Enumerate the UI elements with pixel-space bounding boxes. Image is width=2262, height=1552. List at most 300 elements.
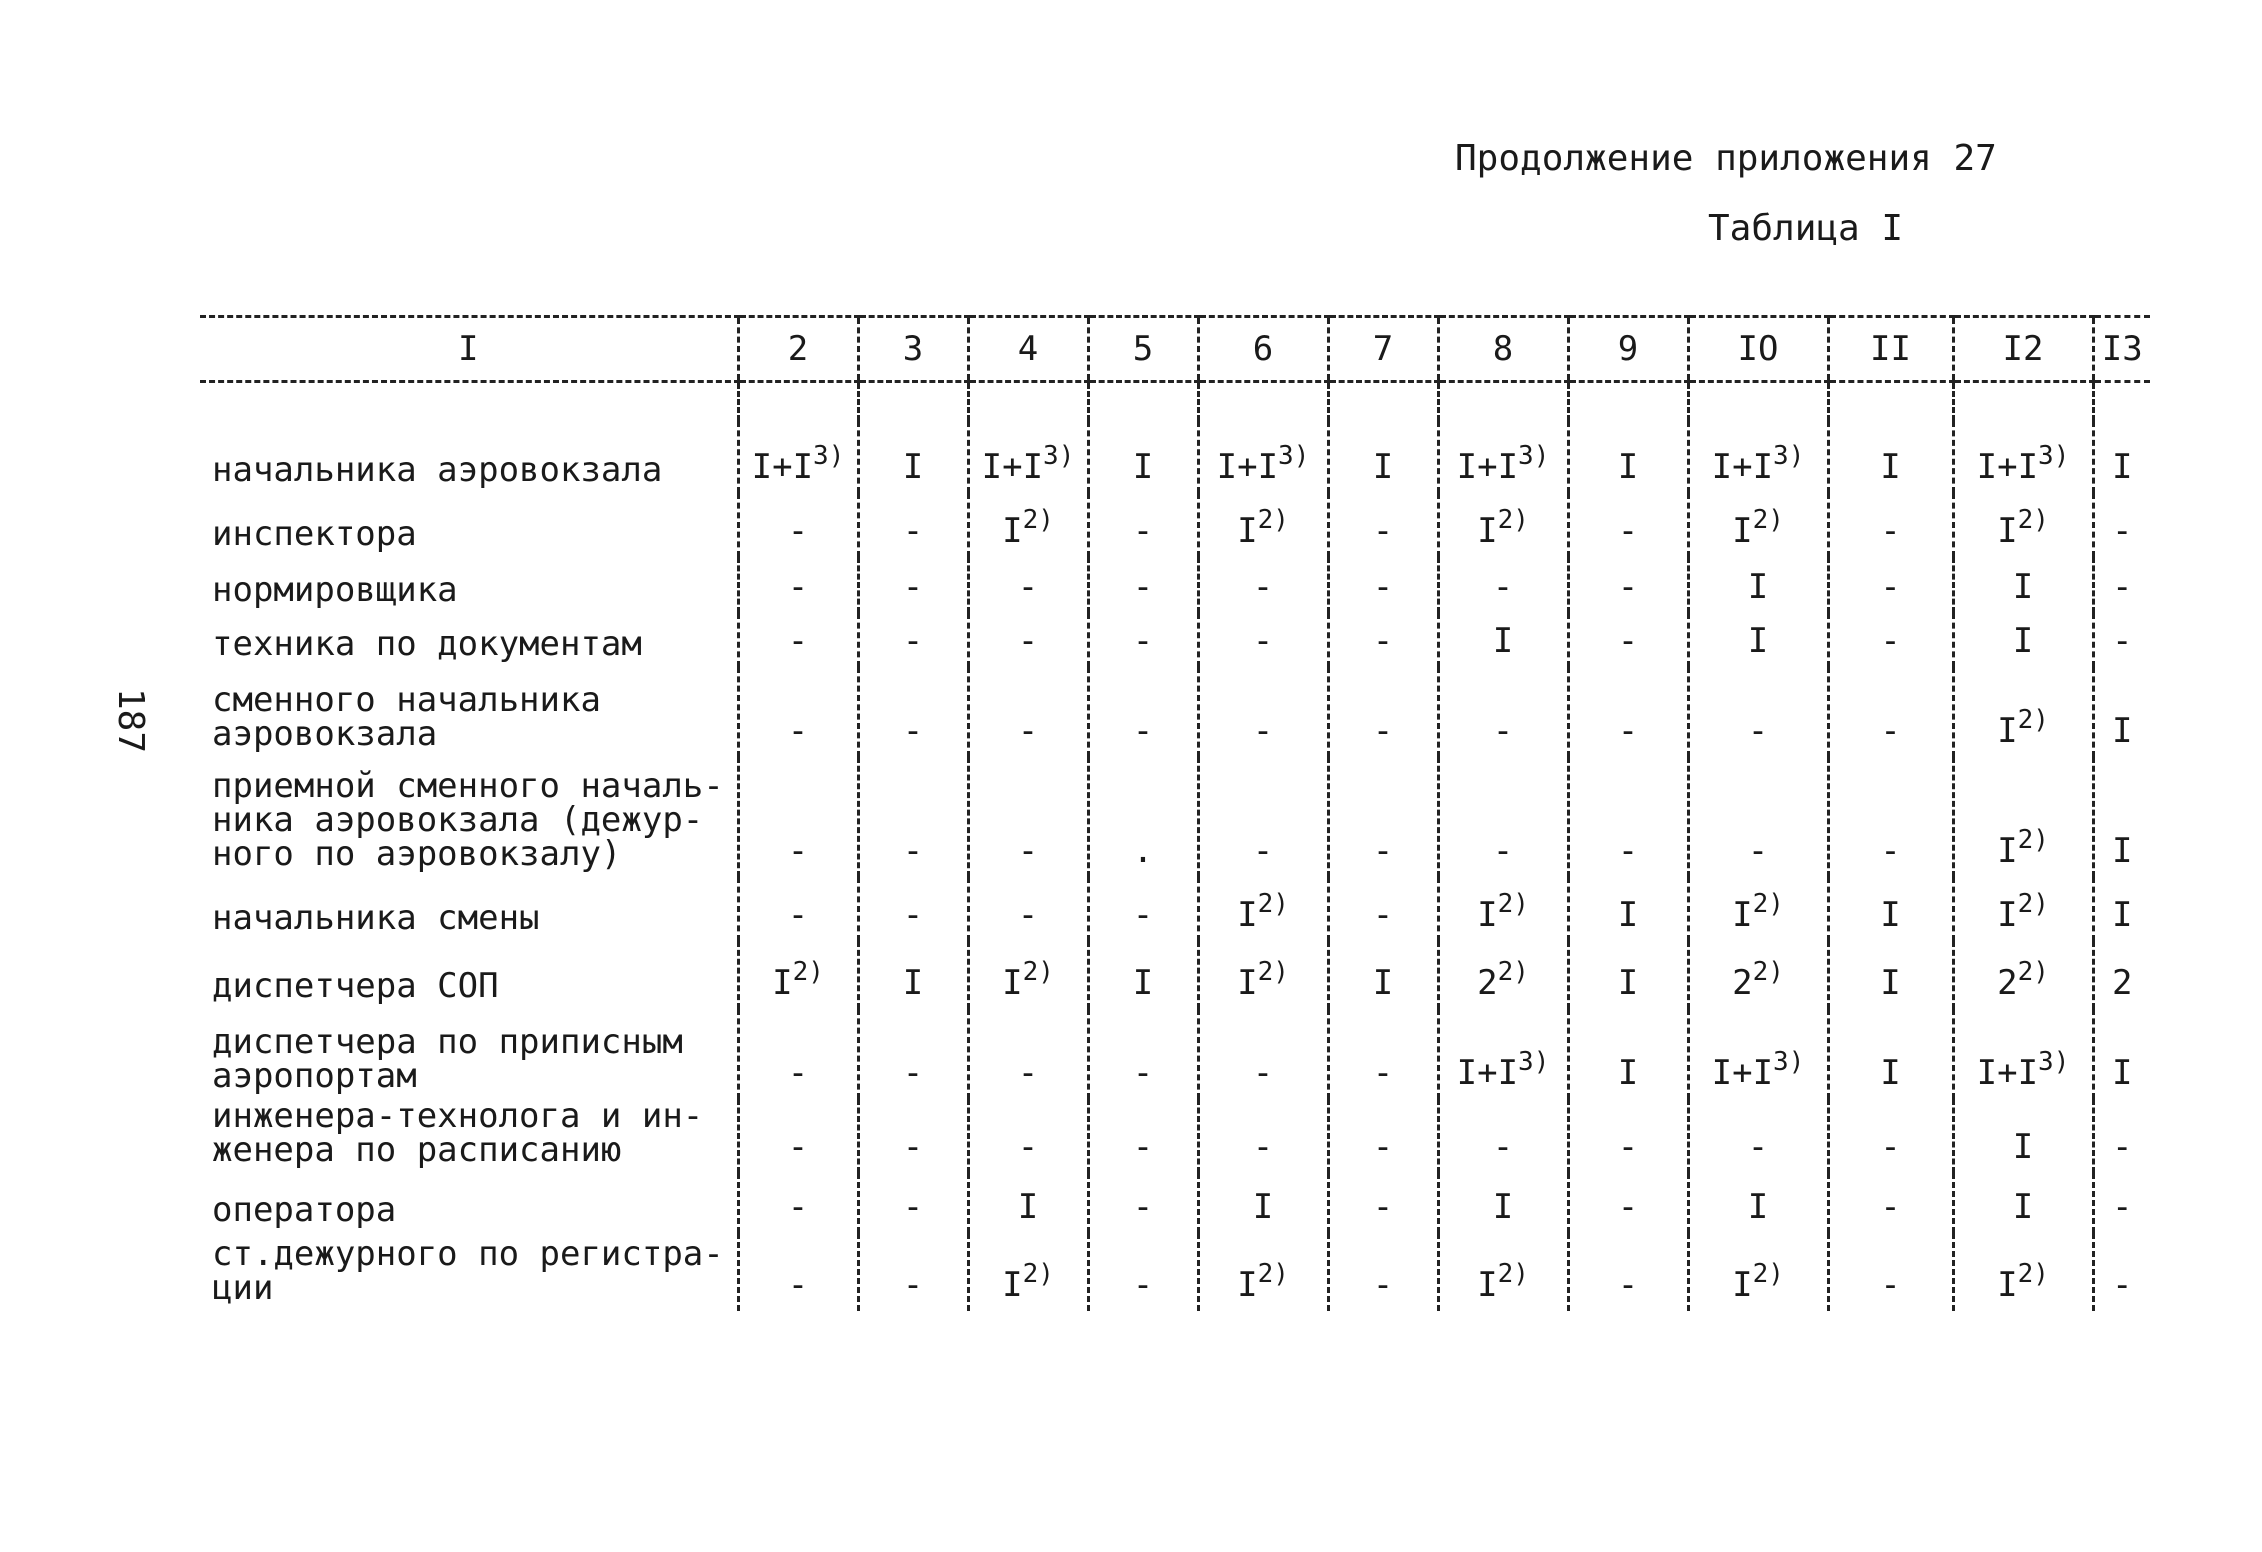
spacer-cell: [1198, 382, 1328, 422]
table-row: [200, 667, 2150, 757]
table-cell: [1568, 613, 1688, 667]
cell-footnote-ref: 2): [1497, 957, 1529, 987]
table-cell: [1568, 1233, 1688, 1311]
cell-value: -: [902, 621, 924, 661]
table-cell: [858, 877, 968, 941]
cell-value: -: [1372, 895, 1394, 935]
staffing-table-wrapper: [200, 315, 2150, 1311]
staffing-table: [200, 315, 2150, 1311]
table-cell: [1328, 1099, 1438, 1173]
cell-value: I: [1002, 963, 1023, 1003]
cell-footnote-ref: 3): [1278, 441, 1310, 471]
cell-footnote-ref: 2): [792, 957, 824, 987]
table-header-row: [200, 317, 2150, 382]
table-cell: [1438, 1009, 1568, 1099]
spacer-cell: [738, 382, 858, 422]
table-cell: [1953, 493, 2093, 557]
cell-footnote-ref: 2): [1257, 957, 1289, 987]
table-cell: [858, 1173, 968, 1233]
column-header-5: 5: [1088, 317, 1198, 382]
row-label: сменного начальника аэровокзала: [212, 680, 601, 754]
table-cell: [858, 941, 968, 1009]
cell-value: -: [902, 1265, 924, 1305]
table-cell: [1828, 557, 1953, 613]
cell-footnote-ref: 3): [813, 441, 845, 471]
cell-value: -: [902, 711, 924, 751]
table-cell: [1198, 421, 1328, 493]
table-cell: [1568, 667, 1688, 757]
cell-value: -: [902, 1053, 924, 1093]
cell-footnote-ref: 2): [2017, 825, 2049, 855]
row-label: инженера-технолога и ин- женера по расписанию: [212, 1096, 704, 1170]
cell-value: -: [787, 1265, 809, 1305]
table-cell: [1328, 667, 1438, 757]
table-cell: [858, 493, 968, 557]
table-cell: [1088, 667, 1198, 757]
table-cell: [858, 557, 968, 613]
table-cell: [1568, 1009, 1688, 1099]
cell-value: -: [902, 1187, 924, 1227]
table-cell: [1328, 493, 1438, 557]
cell-value: I: [1747, 1187, 1769, 1227]
table-cell: [1828, 493, 1953, 557]
cell-footnote-ref: 3): [1773, 441, 1805, 471]
cell-value: -: [1132, 511, 1154, 551]
cell-value: -: [2112, 511, 2133, 551]
table-row: [200, 421, 2150, 493]
table-cell: [1568, 493, 1688, 557]
spacer-cell: [1088, 382, 1198, 422]
cell-value: I: [1372, 963, 1394, 1003]
cell-value: I: [772, 963, 793, 1003]
spacer-cell: [200, 382, 738, 422]
cell-value: -: [2112, 567, 2133, 607]
table-cell: [1198, 1099, 1328, 1173]
table-cell: [1688, 757, 1828, 877]
cell-value: -: [787, 895, 809, 935]
cell-footnote-ref: 3): [1518, 1047, 1550, 1077]
cell-value: I: [1132, 447, 1154, 487]
table-cell: [1828, 667, 1953, 757]
spacer-cell: [2093, 382, 2150, 422]
table-cell: [738, 1009, 858, 1099]
cell-value: -: [787, 567, 809, 607]
column-header-1: I: [200, 317, 738, 382]
cell-value: I: [1237, 1265, 1258, 1305]
cell-value: -: [1017, 831, 1039, 871]
cell-value: I: [1617, 447, 1639, 487]
table-cell: [2093, 493, 2150, 557]
cell-footnote-ref: 2): [2017, 957, 2049, 987]
table-row: [200, 941, 2150, 1009]
cell-value: I: [1132, 963, 1154, 1003]
cell-value: -: [787, 511, 809, 551]
table-cell: [1828, 421, 1953, 493]
cell-value: I: [2012, 1187, 2034, 1227]
cell-footnote-ref: 2): [1022, 1259, 1054, 1289]
table-cell: [858, 667, 968, 757]
page-number: 187: [110, 687, 152, 754]
table-cell: [1828, 1233, 1953, 1311]
row-label: нормировщика: [212, 570, 458, 610]
table-title: Таблица I: [1708, 208, 1904, 249]
spacer-cell: [1828, 382, 1953, 422]
cell-value: -: [2112, 1265, 2133, 1305]
table-cell: [1328, 1009, 1438, 1099]
table-cell: [1088, 1099, 1198, 1173]
cell-value: I: [1237, 511, 1258, 551]
cell-value: -: [902, 567, 924, 607]
cell-value: I: [1997, 711, 2018, 751]
spacer-cell: [968, 382, 1088, 422]
table-cell: [1328, 941, 1438, 1009]
cell-value: -: [1132, 1187, 1154, 1227]
table-cell: [2093, 1009, 2150, 1099]
cell-value: .: [1132, 831, 1154, 871]
table-cell: [1568, 421, 1688, 493]
cell-value: 2: [1732, 963, 1753, 1003]
cell-value: I: [1747, 567, 1769, 607]
table-cell: [1438, 667, 1568, 757]
table-row: [200, 757, 2150, 877]
cell-value: I+I: [1456, 1053, 1519, 1093]
table-cell: [1088, 613, 1198, 667]
cell-value: -: [787, 831, 809, 871]
table-cell: [1198, 1009, 1328, 1099]
cell-value: -: [787, 621, 809, 661]
cell-footnote-ref: 3): [2038, 1047, 2070, 1077]
cell-value: -: [787, 1053, 809, 1093]
table-cell: [1088, 877, 1198, 941]
table-cell: [2093, 757, 2150, 877]
table-cell: [2093, 421, 2150, 493]
cell-value: I: [1880, 895, 1901, 935]
spacer-cell: [1688, 382, 1828, 422]
table-cell: [1688, 421, 1828, 493]
cell-value: I: [2012, 621, 2034, 661]
row-label: начальника аэровокзала: [212, 450, 663, 490]
cell-footnote-ref: 2): [1257, 1259, 1289, 1289]
table-cell: [1568, 941, 1688, 1009]
table-cell: [1198, 1233, 1328, 1311]
cell-value: -: [1880, 567, 1901, 607]
table-cell: [1198, 667, 1328, 757]
cell-value: -: [1617, 831, 1639, 871]
table-cell: [1088, 493, 1198, 557]
table-cell: [2093, 613, 2150, 667]
table-cell: [1688, 613, 1828, 667]
table-cell: [1438, 1099, 1568, 1173]
cell-value: -: [1880, 711, 1901, 751]
table-cell: [968, 757, 1088, 877]
cell-footnote-ref: 2): [2017, 505, 2049, 535]
cell-value: I: [1237, 963, 1258, 1003]
cell-value: -: [1132, 621, 1154, 661]
table-cell: [968, 1099, 1088, 1173]
cell-value: -: [1747, 831, 1769, 871]
cell-value: -: [1880, 1187, 1901, 1227]
cell-value: I: [2012, 567, 2034, 607]
table-cell: [858, 613, 968, 667]
spacer-cell: [1328, 382, 1438, 422]
table-cell: [1328, 557, 1438, 613]
table-cell: [1438, 877, 1568, 941]
cell-value: -: [1132, 1053, 1154, 1093]
cell-value: I: [1997, 831, 2018, 871]
cell-value: I+I: [981, 447, 1044, 487]
cell-value: I: [902, 447, 924, 487]
cell-value: -: [1017, 711, 1039, 751]
table-cell: [1828, 877, 1953, 941]
table-cell: [1568, 877, 1688, 941]
cell-value: -: [1617, 621, 1639, 661]
table-cell: [1568, 1173, 1688, 1233]
table-cell: [738, 877, 858, 941]
table-cell: [968, 613, 1088, 667]
table-cell: [1328, 757, 1438, 877]
cell-value: -: [1617, 1127, 1639, 1167]
table-cell: [738, 421, 858, 493]
cell-value: -: [1492, 831, 1514, 871]
cell-value: I: [1997, 895, 2018, 935]
cell-value: -: [1617, 1265, 1639, 1305]
cell-value: I: [1017, 1187, 1039, 1227]
cell-footnote-ref: 3): [1773, 1047, 1805, 1077]
table-cell: [1828, 757, 1953, 877]
table-cell: [1088, 421, 1198, 493]
table-cell: [738, 613, 858, 667]
table-cell: [968, 1173, 1088, 1233]
table-cell: [2093, 1233, 2150, 1311]
table-cell: [1953, 1173, 2093, 1233]
table-cell: [1198, 613, 1328, 667]
table-cell: [1953, 1099, 2093, 1173]
table-cell: [738, 1099, 858, 1173]
cell-footnote-ref: 3): [1043, 441, 1075, 471]
table-cell: [858, 1009, 968, 1099]
table-cell: [2093, 1173, 2150, 1233]
cell-value: -: [1132, 1265, 1154, 1305]
cell-value: I: [1492, 1187, 1514, 1227]
cell-value: I: [1237, 895, 1258, 935]
table-row: [200, 613, 2150, 667]
cell-value: -: [1132, 711, 1154, 751]
table-cell: [1688, 941, 1828, 1009]
table-cell: [1438, 1233, 1568, 1311]
table-cell: [738, 941, 858, 1009]
cell-footnote-ref: 2): [1257, 889, 1289, 919]
table-cell: [1828, 613, 1953, 667]
cell-value: -: [1747, 711, 1769, 751]
cell-value: -: [1880, 1265, 1901, 1305]
table-cell: [1568, 757, 1688, 877]
cell-value: -: [787, 711, 809, 751]
table-cell: [1688, 1173, 1828, 1233]
table-cell: [738, 1173, 858, 1233]
table-cell: [1568, 557, 1688, 613]
table-cell: [1953, 877, 2093, 941]
cell-value: -: [902, 831, 924, 871]
cell-value: I: [1880, 963, 1901, 1003]
table-cell: [858, 421, 968, 493]
table-cell: [1828, 1173, 1953, 1233]
cell-value: -: [1372, 621, 1394, 661]
table-cell: [968, 667, 1088, 757]
table-cell: [1688, 877, 1828, 941]
cell-value: -: [1017, 1127, 1039, 1167]
table-cell: [2093, 667, 2150, 757]
cell-value: I: [1880, 447, 1901, 487]
table-cell: [2093, 1099, 2150, 1173]
table-cell: [1328, 1173, 1438, 1233]
cell-value: I+I: [1976, 1053, 2039, 1093]
cell-value: -: [1372, 711, 1394, 751]
table-cell: [968, 1009, 1088, 1099]
cell-value: I+I: [1711, 447, 1774, 487]
cell-footnote-ref: 2): [2017, 1259, 2049, 1289]
cell-value: I: [1617, 963, 1639, 1003]
cell-value: I: [1492, 621, 1514, 661]
table-cell: [1953, 667, 2093, 757]
cell-value: I: [1880, 1053, 1901, 1093]
cell-value: I: [1002, 511, 1023, 551]
cell-footnote-ref: 2): [1257, 505, 1289, 535]
table-cell: [738, 757, 858, 877]
cell-value: -: [2112, 621, 2133, 661]
cell-value: I: [1997, 1265, 2018, 1305]
cell-value: I: [2112, 831, 2133, 871]
table-cell: [968, 493, 1088, 557]
table-spacer-row: [200, 382, 2150, 422]
cell-value: I: [1372, 447, 1394, 487]
table-cell: [1088, 557, 1198, 613]
row-label: диспетчера СОП: [212, 966, 499, 1006]
cell-value: I+I: [751, 447, 814, 487]
table-cell: [1688, 1099, 1828, 1173]
cell-footnote-ref: 2): [1752, 505, 1784, 535]
cell-value: -: [1252, 1127, 1274, 1167]
cell-value: -: [1132, 1127, 1154, 1167]
table-cell: [1568, 1099, 1688, 1173]
table-cell: [1688, 1009, 1828, 1099]
cell-value: -: [1492, 711, 1514, 751]
table-cell: [1953, 941, 2093, 1009]
cell-footnote-ref: 2): [1497, 505, 1529, 535]
column-header-10: IO: [1688, 317, 1828, 382]
table-cell: [968, 877, 1088, 941]
cell-value: -: [1017, 567, 1039, 607]
cell-value: -: [787, 1187, 809, 1227]
cell-value: I: [902, 963, 924, 1003]
cell-footnote-ref: 3): [2038, 441, 2070, 471]
cell-value: I: [2112, 1053, 2133, 1093]
table-row: [200, 493, 2150, 557]
column-header-3: 3: [858, 317, 968, 382]
cell-value: I: [1997, 511, 2018, 551]
cell-value: -: [1747, 1127, 1769, 1167]
cell-value: -: [2112, 1187, 2133, 1227]
cell-value: I: [1477, 511, 1498, 551]
table-cell: [968, 421, 1088, 493]
table-cell: [1438, 757, 1568, 877]
row-label: начальника смены: [212, 898, 540, 938]
cell-footnote-ref: 2): [2017, 889, 2049, 919]
table-cell: [968, 1233, 1088, 1311]
column-header-9: 9: [1568, 317, 1688, 382]
cell-value: -: [1017, 621, 1039, 661]
spacer-cell: [1438, 382, 1568, 422]
cell-value: I+I: [1711, 1053, 1774, 1093]
table-cell: [1088, 1233, 1198, 1311]
cell-value: I: [1617, 895, 1639, 935]
table-cell: [1953, 421, 2093, 493]
table-cell: [1198, 1173, 1328, 1233]
table-cell: [1088, 1173, 1198, 1233]
cell-value: -: [902, 511, 924, 551]
cell-value: -: [1880, 511, 1901, 551]
table-cell: [968, 557, 1088, 613]
cell-value: 2: [2112, 963, 2133, 1003]
cell-value: -: [1492, 567, 1514, 607]
table-cell: [1088, 1009, 1198, 1099]
cell-footnote-ref: 2): [1022, 957, 1054, 987]
table-cell: [2093, 877, 2150, 941]
table-cell: [1828, 1099, 1953, 1173]
table-cell: [1198, 757, 1328, 877]
table-cell: [1088, 941, 1198, 1009]
column-header-2: 2: [738, 317, 858, 382]
table-row: [200, 1099, 2150, 1173]
table-cell: [1953, 1233, 2093, 1311]
cell-value: -: [2112, 1127, 2133, 1167]
table-cell: [968, 941, 1088, 1009]
cell-footnote-ref: 2): [2017, 705, 2049, 735]
column-header-6: 6: [1198, 317, 1328, 382]
cell-value: -: [1372, 1127, 1394, 1167]
table-row: [200, 1009, 2150, 1099]
row-label: диспетчера по приписным аэропортам: [212, 1022, 683, 1096]
cell-value: -: [1372, 1187, 1394, 1227]
column-header-4: 4: [968, 317, 1088, 382]
cell-value: I+I: [1456, 447, 1519, 487]
table-cell: [1328, 1233, 1438, 1311]
table-row: [200, 1233, 2150, 1311]
cell-footnote-ref: 2): [1497, 1259, 1529, 1289]
row-label: ст.дежурного по регистра- ции: [212, 1234, 724, 1308]
cell-footnote-ref: 2): [1752, 889, 1784, 919]
cell-value: -: [1617, 1187, 1639, 1227]
spacer-cell: [858, 382, 968, 422]
cell-value: I+I: [1976, 447, 2039, 487]
cell-value: -: [1252, 567, 1274, 607]
cell-value: -: [1617, 711, 1639, 751]
row-label: приемной сменного началь- ника аэровокзала (дежур- ного по аэровокзалу): [212, 766, 724, 874]
table-cell: [858, 1099, 968, 1173]
table-cell: [1828, 941, 1953, 1009]
cell-value: I: [2112, 711, 2133, 751]
table-cell: [1438, 421, 1568, 493]
cell-value: -: [902, 1127, 924, 1167]
cell-value: I: [1732, 1265, 1753, 1305]
table-cell: [1438, 557, 1568, 613]
cell-value: -: [1617, 511, 1639, 551]
cell-value: -: [1617, 567, 1639, 607]
table-cell: [1438, 1173, 1568, 1233]
spacer-cell: [1953, 382, 2093, 422]
table-row: [200, 1173, 2150, 1233]
cell-value: I: [1732, 511, 1753, 551]
column-header-7: 7: [1328, 317, 1438, 382]
